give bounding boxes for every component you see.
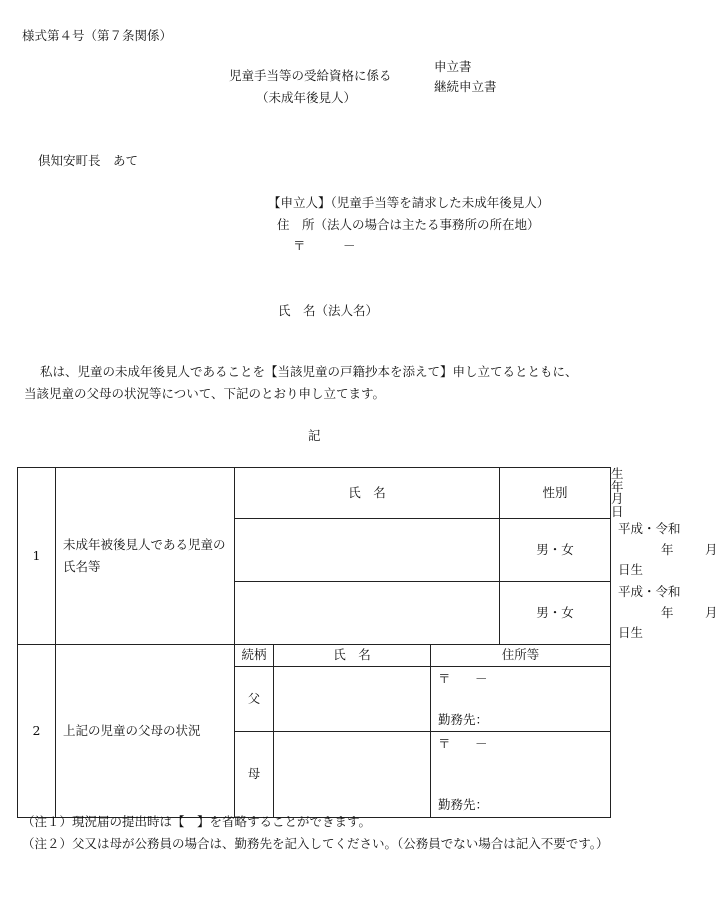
applicant-address-label: 住 所（法人の場合は主たる事務所の所在地） <box>277 217 540 232</box>
addressee: 倶知安町長 あて <box>38 153 139 168</box>
form-number: 様式第４号（第７条関係） <box>22 28 173 43</box>
child-sex-cell[interactable]: 男・女 <box>500 519 611 582</box>
era-label: 平成・令和 <box>618 521 681 536</box>
day-label: 日生 <box>618 562 644 577</box>
postal-dash: － <box>343 238 356 253</box>
header-child-name: 氏 名 <box>235 468 500 519</box>
year-label: 年 <box>661 542 674 557</box>
title-line1: 児童手当等の受給資格に係る <box>229 68 392 83</box>
month-label: 月 <box>705 542 718 557</box>
postal-dash: － <box>475 736 488 751</box>
month-label: 月 <box>705 605 718 620</box>
workplace-label: 勤務先： <box>438 712 489 727</box>
postal-mark: 〒 <box>438 736 451 751</box>
title-line2: （未成年後見人） <box>256 90 357 105</box>
header-sex: 性別 <box>500 468 611 519</box>
section1-label: 未成年被後見人である児童の氏名等 <box>56 468 235 645</box>
header-parent-name: 氏 名 <box>274 645 431 667</box>
child-name-cell[interactable] <box>235 582 500 645</box>
postal-mark: 〒 <box>438 671 451 686</box>
child-sex-cell[interactable]: 男・女 <box>500 582 611 645</box>
father-address-cell[interactable] <box>431 667 611 732</box>
section2-label: 上記の児童の父母の状況 <box>56 645 235 818</box>
note-1: （注１）現況届の提出時は【 】を省略することができます。 <box>22 814 372 829</box>
workplace-label: 勤務先： <box>438 797 489 812</box>
section2-number: 2 <box>18 645 56 818</box>
applicant-name-label: 氏 名（法人名） <box>278 303 379 318</box>
relation-mother: 母 <box>235 732 274 818</box>
applicant-heading: 【申立人】（児童手当等を請求した未成年後見人） <box>268 195 550 210</box>
header-address: 住所等 <box>431 645 611 667</box>
day-label: 日生 <box>618 625 644 640</box>
child-name-cell[interactable] <box>235 519 500 582</box>
ki-heading: 記 <box>308 428 321 443</box>
info-table: 1 未成年被後見人である児童の氏名等 氏 名 性別 生年月日 男・女 平成・令和 年 月 日生 男・女 平成・令和 年 月 日生 2 上記の児童の父母の状況 続柄 氏 名 住所等 父 〒 － 勤務先： 母 〒 － 勤務先： <box>17 467 611 818</box>
title-option-application: 申立書 <box>434 59 472 74</box>
mother-address-cell[interactable] <box>431 732 611 818</box>
postal-mark: 〒 <box>293 238 306 253</box>
note-2: （注２）父又は母が公務員の場合は、勤務先を記入してください。（公務員でない場合は記入不要です。） <box>22 836 609 851</box>
year-label: 年 <box>661 605 674 620</box>
section1-number: 1 <box>18 468 56 645</box>
statement-line1: 私は、児童の未成年後見人であることを【当該児童の戸籍抄本を添えて】申し立てるとともに、 <box>40 364 578 379</box>
header-relation: 続柄 <box>235 645 274 667</box>
statement-line2: 当該児童の父母の状況等について、下記のとおり申し立てます。 <box>24 386 386 401</box>
postal-dash: － <box>475 671 488 686</box>
relation-father: 父 <box>235 667 274 732</box>
era-label: 平成・令和 <box>618 584 681 599</box>
mother-name-cell[interactable] <box>274 732 431 818</box>
father-name-cell[interactable] <box>274 667 431 732</box>
title-option-continuation: 継続申立書 <box>434 79 497 94</box>
